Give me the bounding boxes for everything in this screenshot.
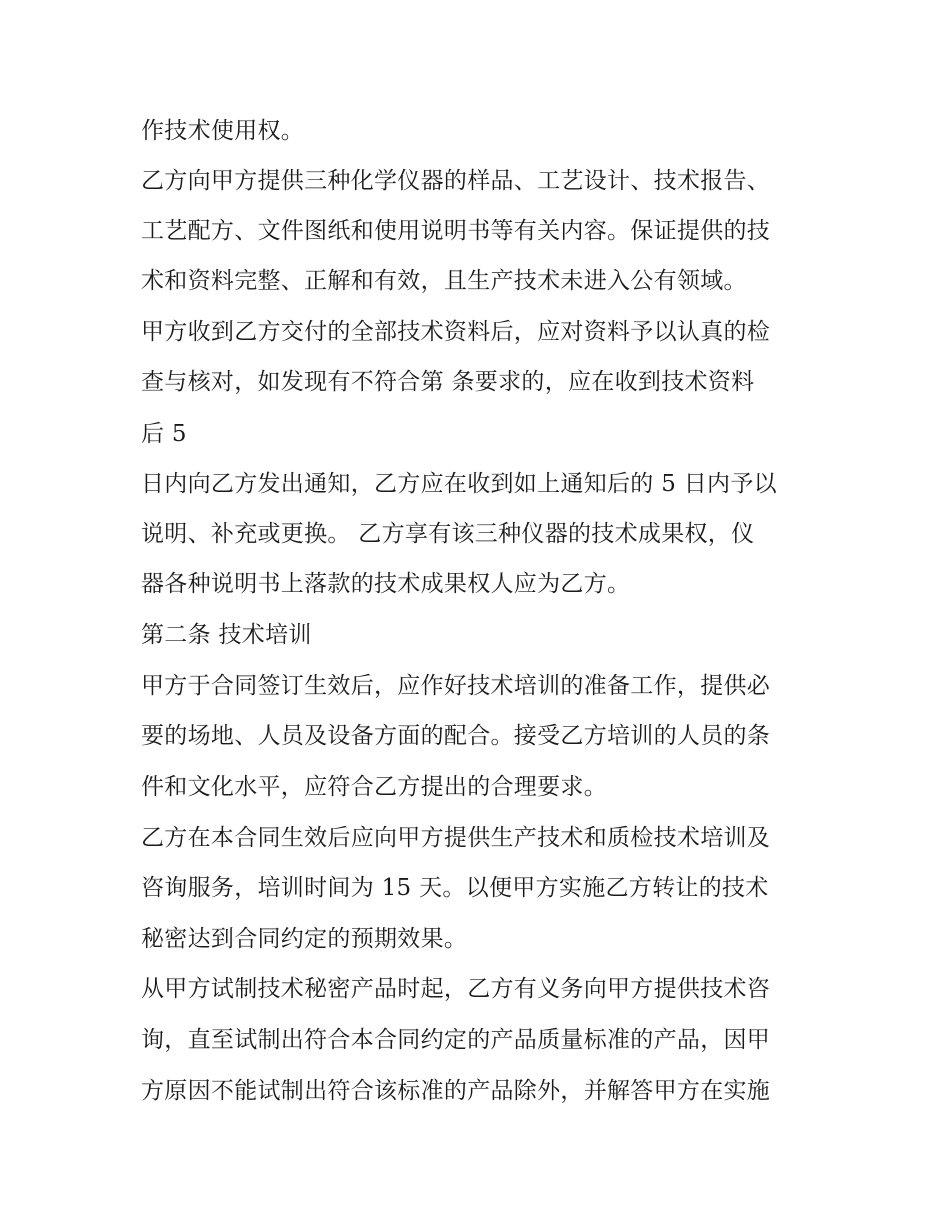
text-line: 器各种说明书上落款的技术成果权人应为乙方。 <box>141 571 631 597</box>
text-line: 件和文化水平，应符合乙方提出的合理要求。 <box>141 774 607 800</box>
text-line: 甲方于合同签订生效后，应作好技术培训的准备工作，提供必 <box>141 673 771 699</box>
text-line: 查与核对，如发现有不符合第 条要求的，应在收到技术资料 <box>141 369 755 395</box>
text-line: 作技术使用权。 <box>141 118 305 144</box>
text-line: 后 5 <box>141 421 187 447</box>
text-line: 方原因不能试制出符合该标准的产品除外，并解答甲方在实施 <box>141 1078 771 1104</box>
text-line: 术和资料完整、正解和有效，且生产技术未进入公有领域。 <box>141 268 747 294</box>
text-line: 乙方在本合同生效后应向甲方提供生产技术和质检技术培训及 <box>141 825 771 851</box>
text-line: 从甲方试制技术秘密产品时起，乙方有义务向甲方提供技术咨 <box>141 976 771 1002</box>
text-line: 咨询服务，培训时间为 15 天。以便甲方实施乙方转让的技术 <box>141 875 769 901</box>
text-line: 日内向乙方发出通知，乙方应在收到如上通知后的 5 日内予以 <box>141 471 777 497</box>
text-line: 询，直至试制出符合本合同约定的产品质量标准的产品，因甲 <box>141 1027 771 1053</box>
text-line: 工艺配方、文件图纸和使用说明书等有关内容。保证提供的技 <box>141 218 771 244</box>
text-line: 秘密达到合同约定的预期效果。 <box>141 926 468 952</box>
text-line: 要的场地、人员及设备方面的配合。接受乙方培训的人员的条 <box>141 723 771 749</box>
text-line: 乙方向甲方提供三种化学仪器的样品、工艺设计、技术报告、 <box>141 168 771 194</box>
text-line: 甲方收到乙方交付的全部技术资料后，应对资料予以认真的检 <box>141 319 771 345</box>
section-heading: 第二条 技术培训 <box>141 622 312 648</box>
text-line: 说明、补充或更换。 乙方享有该三种仪器的技术成果权，仪 <box>141 521 755 547</box>
